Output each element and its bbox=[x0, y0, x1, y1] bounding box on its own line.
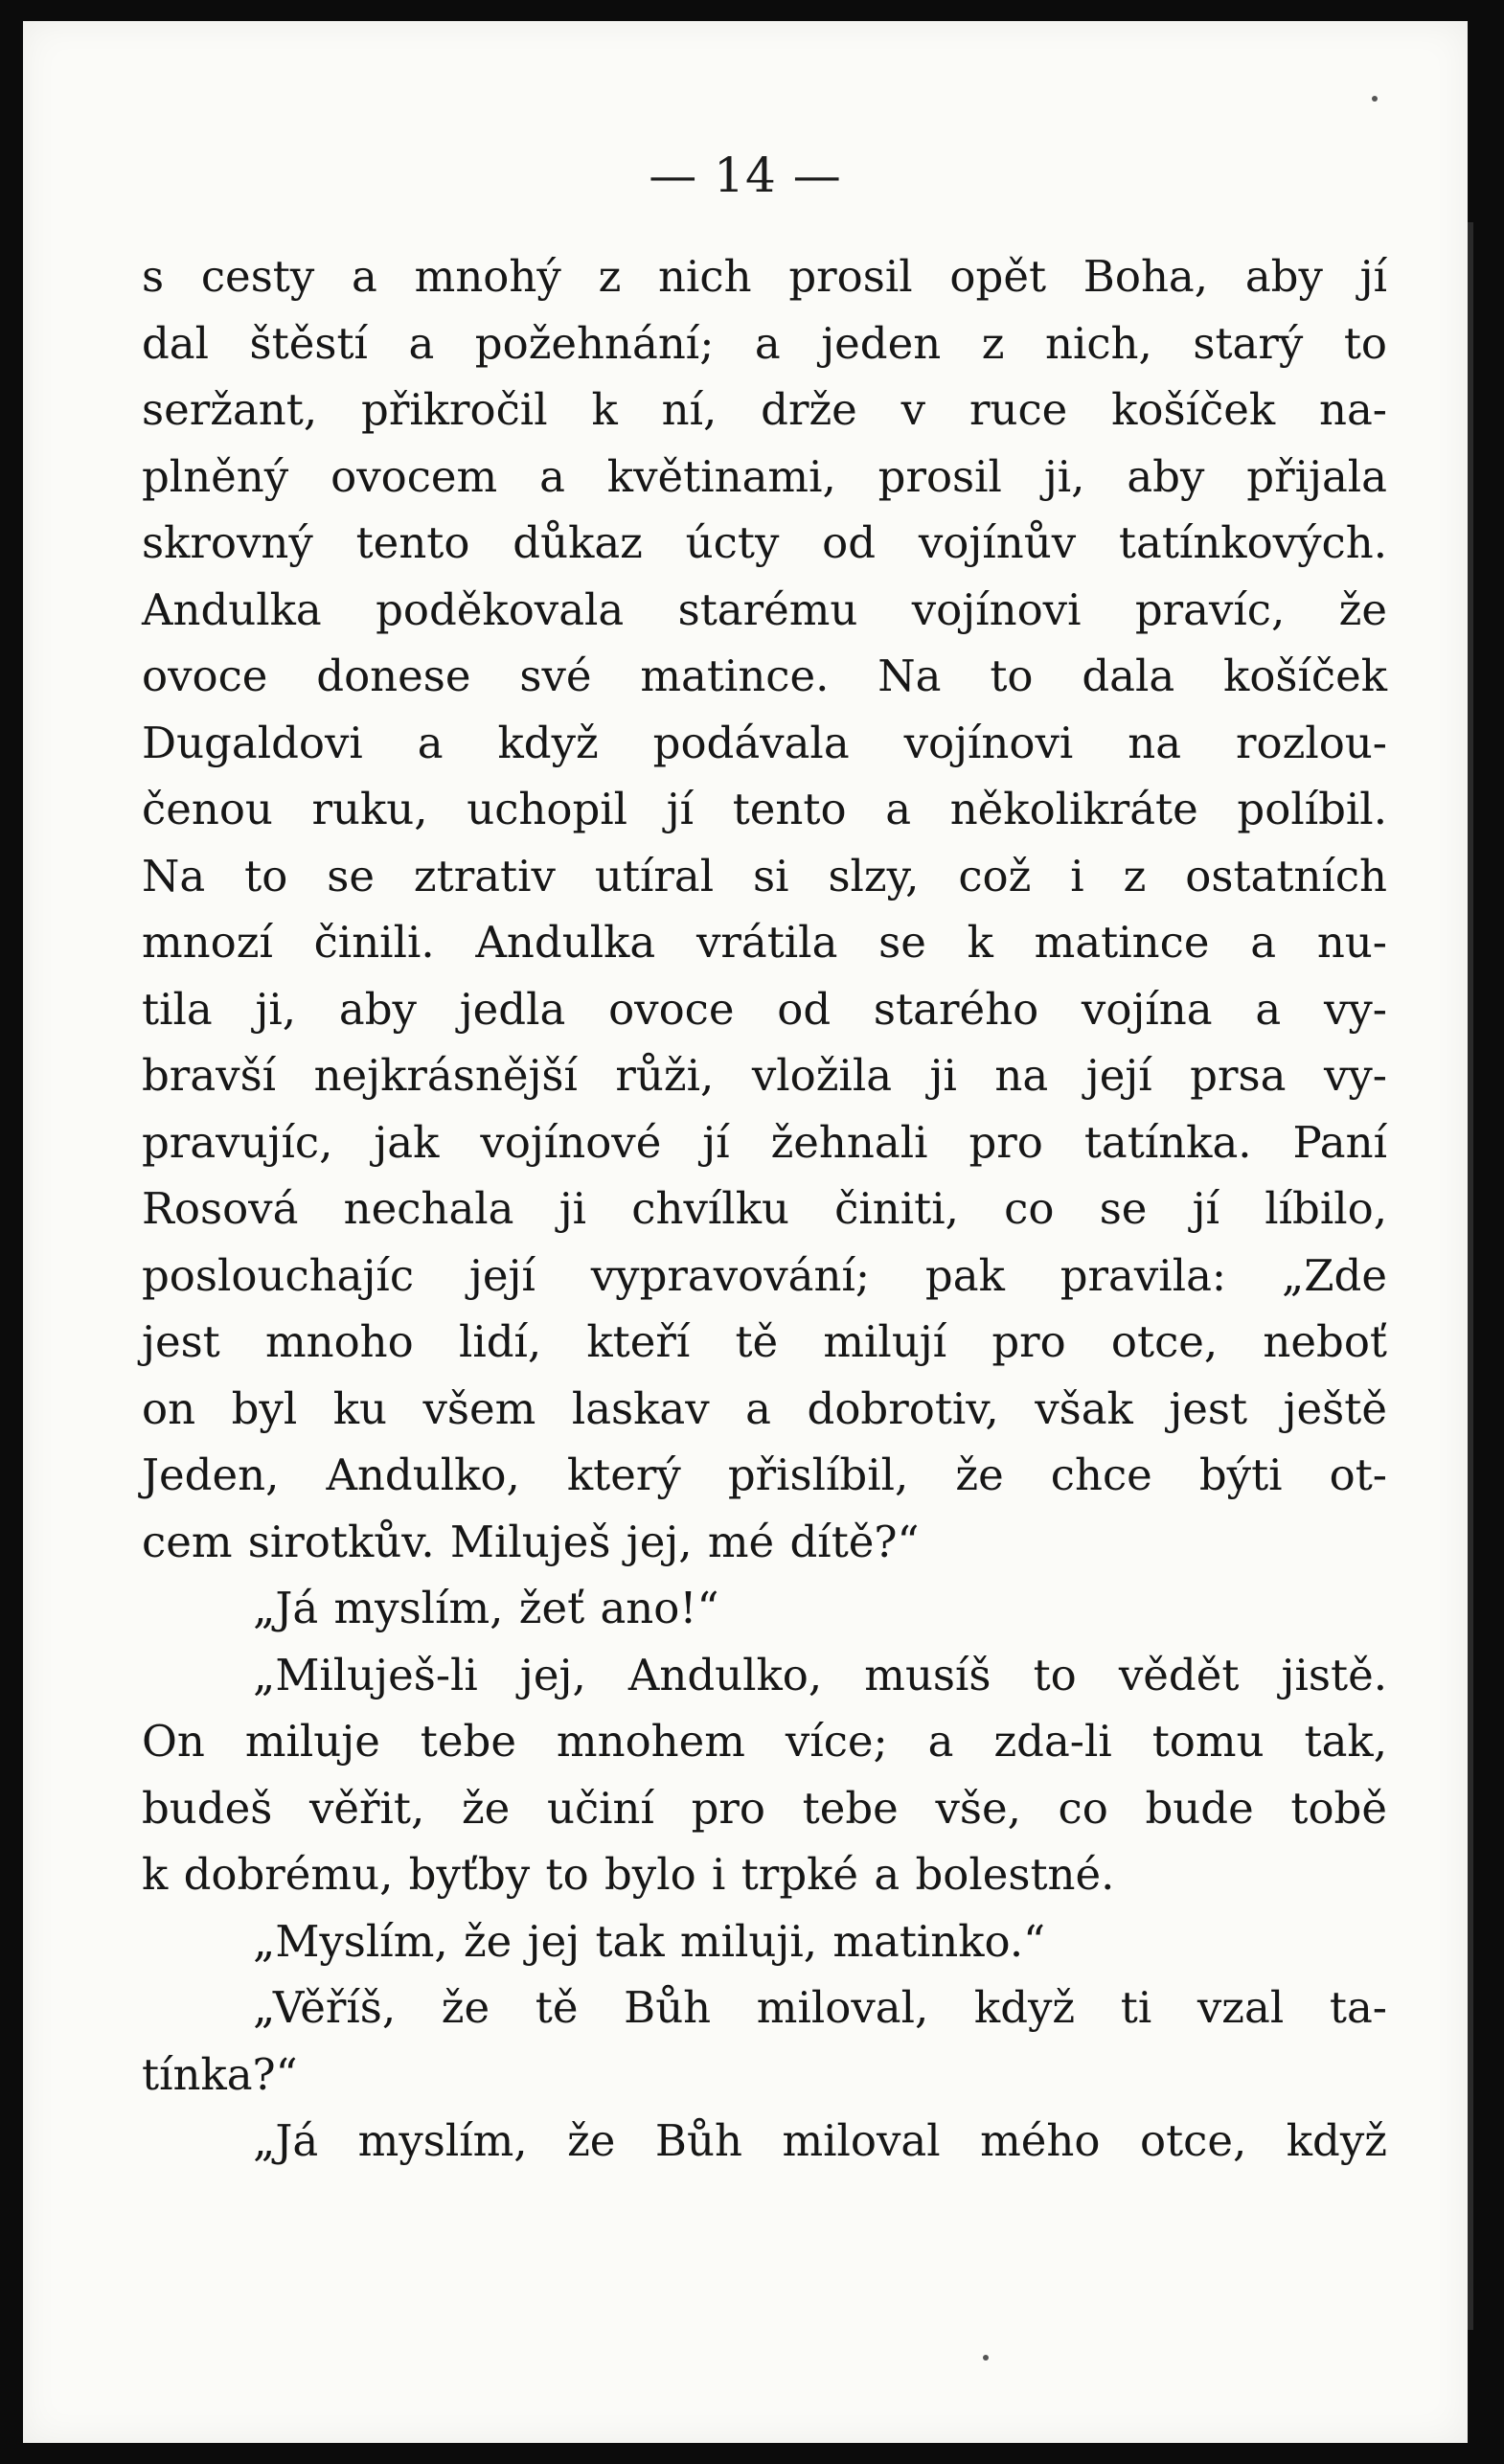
text-line: „Myslím, že jej tak miluji, matinko.“ bbox=[253, 1915, 1046, 1967]
text-line: bravší nejkrásnější růži, vložila ji na její prsa vy- bbox=[142, 1050, 1387, 1101]
text-line: Na to se ztrativ utíral si slzy, což i z ostatních bbox=[142, 850, 1387, 901]
text-line: k dobrému, byťby to bylo i trpké a bolestné. bbox=[142, 1849, 1115, 1900]
text-line: „Já myslím, že Bůh miloval mého otce, když bbox=[253, 2115, 1387, 2166]
text-line: dal štěstí a požehnání; a jeden z nich, starý to bbox=[142, 317, 1387, 369]
page-number: — 14 — bbox=[649, 148, 842, 203]
text-line: cem sirotkův. Miluješ jej, mé dítě?“ bbox=[142, 1516, 920, 1567]
text-line: „Věříš, že tě Bůh miloval, když ti vzal ta- bbox=[253, 1982, 1387, 2033]
text-line: On miluje tebe mnohem více; a zda-li tomu tak, bbox=[142, 1716, 1387, 1767]
text-line: plněný ovocem a květinami, prosil ji, aby přijala bbox=[142, 450, 1387, 502]
body-text bbox=[142, 243, 1387, 2175]
text-line: čenou ruku, uchopil jí tento a několikráte políbil. bbox=[142, 784, 1387, 834]
paragraph bbox=[142, 1642, 1387, 1908]
book-page bbox=[23, 21, 1468, 2443]
text-line: tila ji, aby jedla ovoce od starého vojína a vy- bbox=[142, 983, 1387, 1035]
text-line: poslouchajíc její vypravování; pak pravila: „Zde bbox=[142, 1249, 1387, 1301]
paragraph bbox=[142, 1974, 1387, 2108]
paper-speck bbox=[983, 2355, 989, 2361]
text-line: Rosová nechala ji chvílku činiti, co se jí líbilo, bbox=[142, 1183, 1387, 1234]
text-line: mnozí činili. Andulka vrátila se k matince a nu- bbox=[142, 917, 1387, 968]
paper-speck bbox=[1372, 96, 1378, 102]
paragraph bbox=[142, 243, 1387, 1575]
text-line: on byl ku všem laskav a dobrotiv, však jest ještě bbox=[142, 1382, 1387, 1434]
text-line: jest mnoho lidí, kteří tě milují pro otce, neboť bbox=[142, 1316, 1387, 1367]
paragraph bbox=[142, 2108, 1387, 2175]
paragraph bbox=[142, 1908, 1387, 1975]
text-line: Jeden, Andulko, který přislíbil, že chce býti ot- bbox=[142, 1449, 1387, 1500]
text-line: skrovný tento důkaz úcty od vojínův tatínkových. bbox=[142, 517, 1387, 568]
text-line: pravujíc, jak vojínové jí žehnali pro tatínka. Paní bbox=[142, 1116, 1387, 1168]
text-line: ovoce donese své matince. Na to dala košíček bbox=[142, 650, 1387, 701]
text-line: Andulka poděkovala starému vojínovi pravíc, že bbox=[142, 583, 1387, 635]
text-line: „Miluješ-li jej, Andulko, musíš to vědět jistě. bbox=[253, 1649, 1387, 1700]
paragraph bbox=[142, 1575, 1387, 1642]
text-line: Dugaldovi a když podávala vojínovi na rozlou- bbox=[142, 717, 1387, 768]
text-line: tínka?“ bbox=[142, 2048, 298, 2100]
text-line: budeš věřit, že učiní pro tebe vše, co bude tobě bbox=[142, 1782, 1387, 1834]
page-edge-shadow bbox=[1468, 222, 1473, 2330]
text-line: „Já myslím, žeť ano!“ bbox=[253, 1583, 719, 1633]
text-line: seržant, přikročil k ní, drže v ruce košíček na- bbox=[142, 384, 1387, 435]
text-line: s cesty a mnohý z nich prosil opět Boha, aby jí bbox=[142, 251, 1387, 302]
